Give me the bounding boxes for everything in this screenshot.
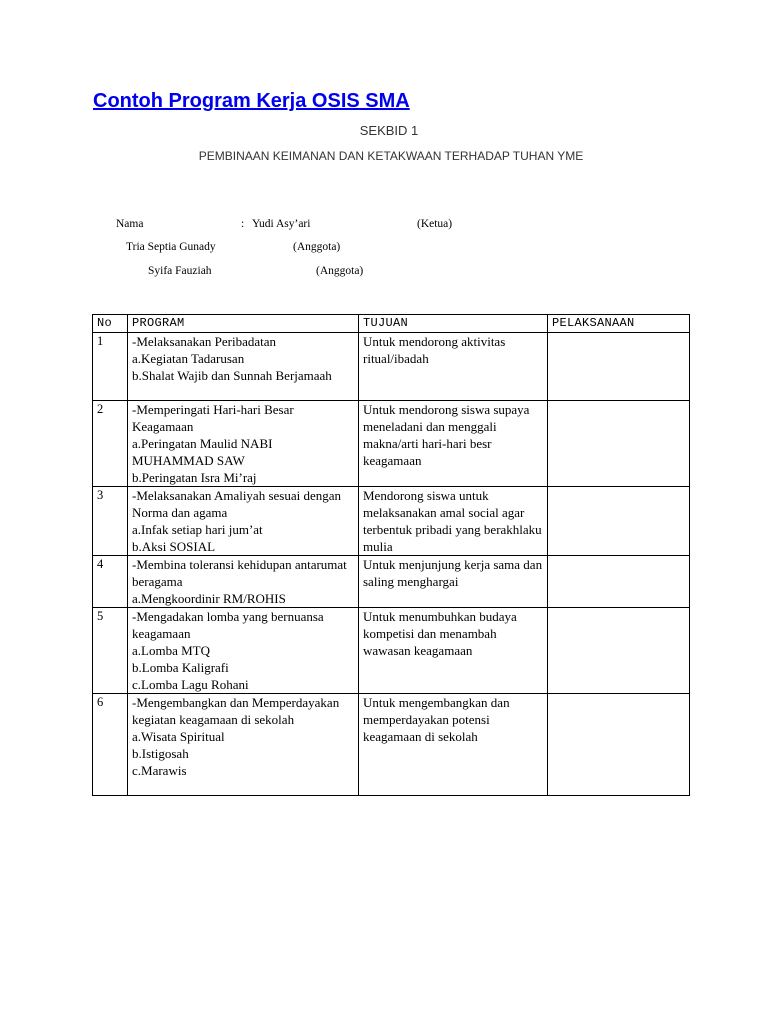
- row-program: [128, 487, 359, 556]
- row-tujuan: Untuk mengembangkan dan memperdayakan potensi keagamaan di sekolah: [359, 694, 548, 796]
- row-program: [128, 694, 359, 796]
- nama-colon: :: [241, 218, 245, 230]
- header-tujuan: TUJUAN: [359, 315, 548, 333]
- program-line: a.Infak setiap hari jum’at: [132, 522, 263, 537]
- program-line: a.Peringatan Maulid NABI MUHAMMAD SAW: [132, 436, 273, 468]
- row-no: 3: [93, 487, 128, 556]
- row-pelaksanaan: [548, 401, 690, 487]
- program-line: a.Lomba MTQ: [132, 643, 210, 658]
- anggota2-role: (Anggota): [316, 265, 364, 277]
- table-row: [93, 487, 690, 556]
- table-row: [93, 333, 690, 401]
- row-tujuan: Mendorong siswa untuk melaksanakan amal social agar terbentuk pribadi yang berakhlaku mulia: [359, 487, 548, 556]
- table-row: [93, 401, 690, 487]
- table-row: [93, 694, 690, 796]
- program-line: b.Peringatan Isra Mi’raj: [132, 470, 257, 485]
- program-line: a.Wisata Spiritual: [132, 729, 225, 744]
- program-line: b.Aksi SOSIAL: [132, 539, 216, 554]
- program-line: -Mengadakan lomba yang bernuansa keagamaan: [132, 609, 324, 641]
- anggota1-name: Tria Septia Gunady: [126, 241, 216, 253]
- document-title-link[interactable]: Contoh Program Kerja OSIS SMA: [93, 90, 410, 112]
- row-program: [128, 556, 359, 608]
- program-table: [92, 314, 690, 796]
- header-pelaksanaan: PELAKSANAAN: [548, 315, 690, 333]
- program-line: b.Lomba Kaligrafi: [132, 660, 229, 675]
- program-line: -Melaksanakan Peribadatan: [132, 334, 277, 349]
- program-line: -Membina toleransi kehidupan antarumat beragama: [132, 557, 347, 589]
- program-line: -Memperingati Hari-hari Besar Keagamaan: [132, 402, 294, 434]
- ketua-name: Yudi Asy’ari: [252, 218, 311, 230]
- anggota1-role: (Anggota): [293, 241, 341, 253]
- header-program: PROGRAM: [128, 315, 359, 333]
- program-line: a.Kegiatan Tadarusan: [132, 351, 245, 366]
- section-description: PEMBINAAN KEIMANAN DAN KETAKWAAN TERHADAP TUHAN YME: [198, 149, 584, 163]
- row-program: [128, 608, 359, 694]
- row-pelaksanaan: [548, 487, 690, 556]
- nama-label: Nama: [116, 218, 144, 230]
- row-no: 6: [93, 694, 128, 796]
- program-line: -Mengembangkan dan Memperdayakan kegiatan keagamaan di sekolah: [132, 695, 340, 727]
- row-program: [128, 401, 359, 487]
- ketua-role: (Ketua): [417, 218, 453, 230]
- anggota2-name: Syifa Fauziah: [148, 265, 212, 277]
- row-no: 1: [93, 333, 128, 401]
- row-pelaksanaan: [548, 333, 690, 401]
- row-pelaksanaan: [548, 556, 690, 608]
- program-line: -Melaksanakan Amaliyah sesuai dengan Norma dan agama: [132, 488, 342, 520]
- program-line: b.Shalat Wajib dan Sunnah Berjamaah: [132, 368, 332, 383]
- table-row: [93, 608, 690, 694]
- header-no: No: [93, 315, 128, 333]
- program-line: a.Mengkoordinir RM/ROHIS: [132, 591, 286, 606]
- row-no: 5: [93, 608, 128, 694]
- row-tujuan: Untuk menumbuhkan budaya kompetisi dan menambah wawasan keagamaan: [359, 608, 548, 694]
- program-line: b.Istigosah: [132, 746, 189, 761]
- program-line: c.Lomba Lagu Rohani: [132, 677, 249, 692]
- program-line: c.Marawis: [132, 763, 187, 778]
- row-pelaksanaan: [548, 608, 690, 694]
- row-tujuan: Untuk mendorong aktivitas ritual/ibadah: [359, 333, 548, 401]
- row-tujuan: Untuk mendorong siswa supaya meneladani dan menggali makna/arti hari-hari besr keagamaan: [359, 401, 548, 487]
- table-header-row: [93, 315, 690, 333]
- row-program: [128, 333, 359, 401]
- row-no: 2: [93, 401, 128, 487]
- row-tujuan: Untuk menjunjung kerja sama dan saling menghargai: [359, 556, 548, 608]
- table-row: [93, 556, 690, 608]
- row-no: 4: [93, 556, 128, 608]
- row-pelaksanaan: [548, 694, 690, 796]
- section-subtitle: SEKBID 1: [359, 123, 419, 138]
